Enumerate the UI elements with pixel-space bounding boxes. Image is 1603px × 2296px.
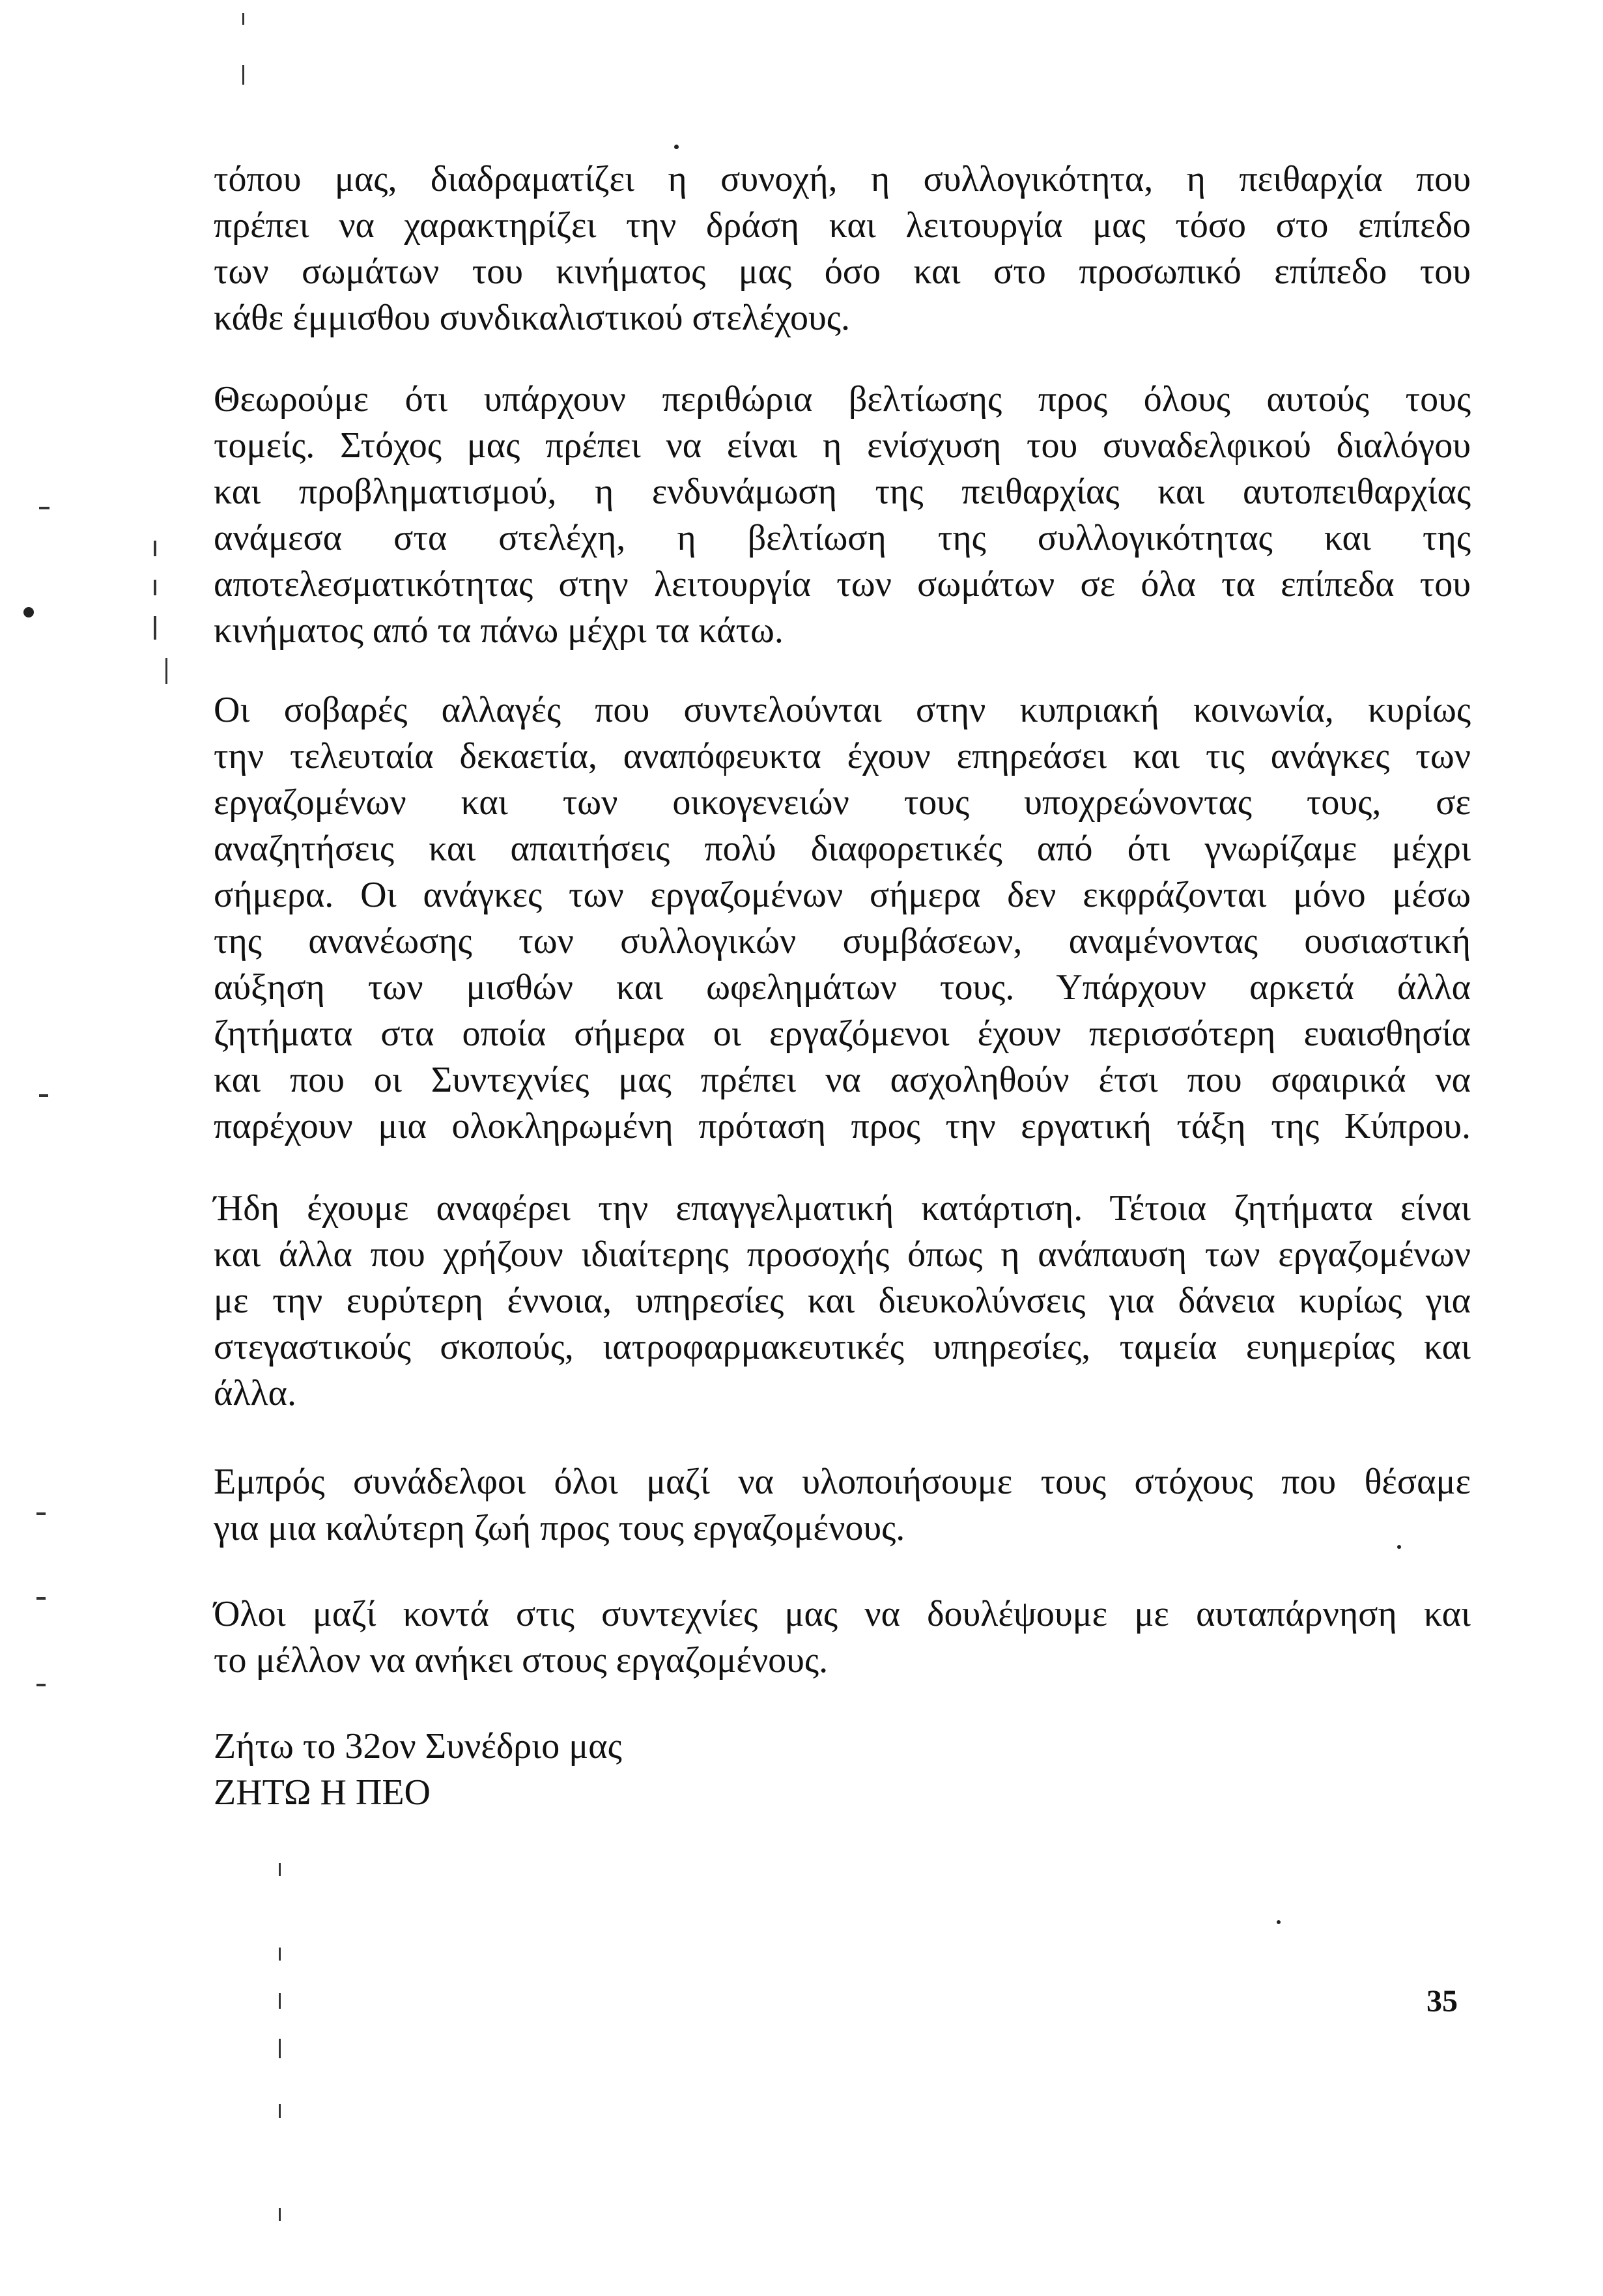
scan-dot [1397,1545,1401,1549]
text-line: στεγαστικούς σκοπούς, ιατροφαρμακευτικές υπηρεσίες, ταμεία ευημερίας και [214,1327,1471,1367]
scan-mark [39,1094,48,1097]
text-line: Εμπρός συνάδελφοι όλοι μαζί να υλοποιήσουμε τους στόχους που θέσαμε [214,1462,1471,1502]
text-line: αναζητήσεις και απαιτήσεις πολύ διαφορετικές από ότι γνωρίζαμε μέχρι [214,829,1471,869]
text-line: τόπου μας, διαδραματίζει η συνοχή, η συλλογικότητα, η πειθαρχία που [214,159,1471,199]
scan-mark [242,13,244,25]
text-line: τομείς. Στόχος μας πρέπει να είναι η ενίσχυση του συναδελφικού διαλόγου [214,425,1471,466]
scan-mark [36,1684,46,1686]
text-line: και που οι Συντεχνίες μας πρέπει να ασχοληθούν έτσι που σφαιρικά να [214,1060,1471,1100]
text-line: παρέχουν μια ολοκληρωμένη πρόταση προς την εργατική τάξη της Κύπρου. [214,1106,1471,1146]
text-line: ανάμεσα στα στελέχη, η βελτίωση της συλλογικότητας και της [214,518,1471,558]
closing-line: Ζήτω το 32ον Συνέδριο μας [214,1726,622,1766]
scan-mark [279,2104,281,2118]
page-number: 35 [1426,1984,1458,2019]
text-line: και προβληματισμού, η ενδυνάμωση της πειθαρχίας και αυτοπειθαρχίας [214,472,1471,512]
scan-mark [154,541,156,556]
text-line: αποτελεσματικότητας στην λειτουργία των σωμάτων σε όλα τα επίπεδα του [214,564,1471,604]
scan-mark [279,1993,281,2009]
text-line: των σωμάτων του κινήματος μας όσο και στο προσωπικό επίπεδο του [214,251,1471,292]
closing-line: ΖΗΤΩ Η ΠΕΟ [214,1772,431,1813]
text-line: σήμερα. Οι ανάγκες των εργαζομένων σήμερα δεν εκφράζονται μόνο μέσω [214,875,1471,915]
paragraph-4 [214,1185,1471,1417]
text-line: το μέλλον να ανήκει στους εργαζομένους. [214,1640,829,1680]
scan-mark [279,1863,281,1876]
text-line: της ανανέωσης των συλλογικών συμβάσεων, αναμένοντας ουσιαστική [214,921,1471,961]
text-line: αύξηση των μισθών και ωφελημάτων τους. Υπάρχουν αρκετά άλλα [214,967,1471,1008]
scan-mark [279,2039,281,2058]
scan-mark [279,2208,281,2221]
text-line: εργαζομένων και των οικογενειών τους υποχρεώνοντας τους, σε [214,782,1471,823]
text-line: Οι σοβαρές αλλαγές που συντελούνται στην κυπριακή κοινωνία, κυρίως [214,690,1471,730]
scan-mark [154,580,156,595]
text-line: κινήματος από τα πάνω μέχρι τα κάτω. [214,610,784,651]
paragraph-1 [214,156,1471,341]
paragraph-5 [214,1459,1471,1552]
paragraph-3 [214,687,1471,1150]
paragraph-6 [214,1591,1471,1684]
text-line: κάθε έμμισθου συνδικαλιστικού στελέχους. [214,298,850,338]
scan-dot [23,607,34,617]
text-line: άλλα. [214,1373,296,1413]
scan-mark [36,1597,46,1600]
scan-mark [279,1948,281,1961]
scan-mark [36,1512,46,1515]
scan-mark [165,658,167,684]
text-line: με την ευρύτερη έννοια, υπηρεσίες και διευκολύνσεις για δάνεια κυρίως για [214,1281,1471,1321]
text-line: και άλλα που χρήζουν ιδιαίτερης προσοχής όπως η ανάπαυση των εργαζομένων [214,1234,1471,1275]
scan-mark [39,507,50,509]
paragraph-2 [214,376,1471,654]
scan-mark [154,616,156,640]
text-line: Θεωρούμε ότι υπάρχουν περιθώρια βελτίωσης προς όλους αυτούς τους [214,379,1471,419]
text-line: για μια καλύτερη ζωή προς τους εργαζομένους. [214,1508,905,1548]
text-line: πρέπει να χαρακτηρίζει την δράση και λειτουργία μας τόσο στο επίπεδο [214,205,1471,246]
scan-mark [242,65,244,85]
text-line: την τελευταία δεκαετία, αναπόφευκτα έχουν επηρεάσει και τις ανάγκες των [214,736,1471,776]
text-line: Όλοι μαζί κοντά στις συντεχνίες μας να δουλέψουμε με αυταπάρνηση και [214,1594,1471,1634]
scan-dot [674,145,679,149]
text-line: ζητήματα στα οποία σήμερα οι εργαζόμενοι έχουν περισσότερη ευαισθησία [214,1013,1471,1054]
closing-salutation [214,1723,1471,1816]
scan-dot [1277,1920,1281,1924]
text-line: Ήδη έχουμε αναφέρει την επαγγελματική κατάρτιση. Τέτοια ζητήματα είναι [214,1188,1471,1228]
